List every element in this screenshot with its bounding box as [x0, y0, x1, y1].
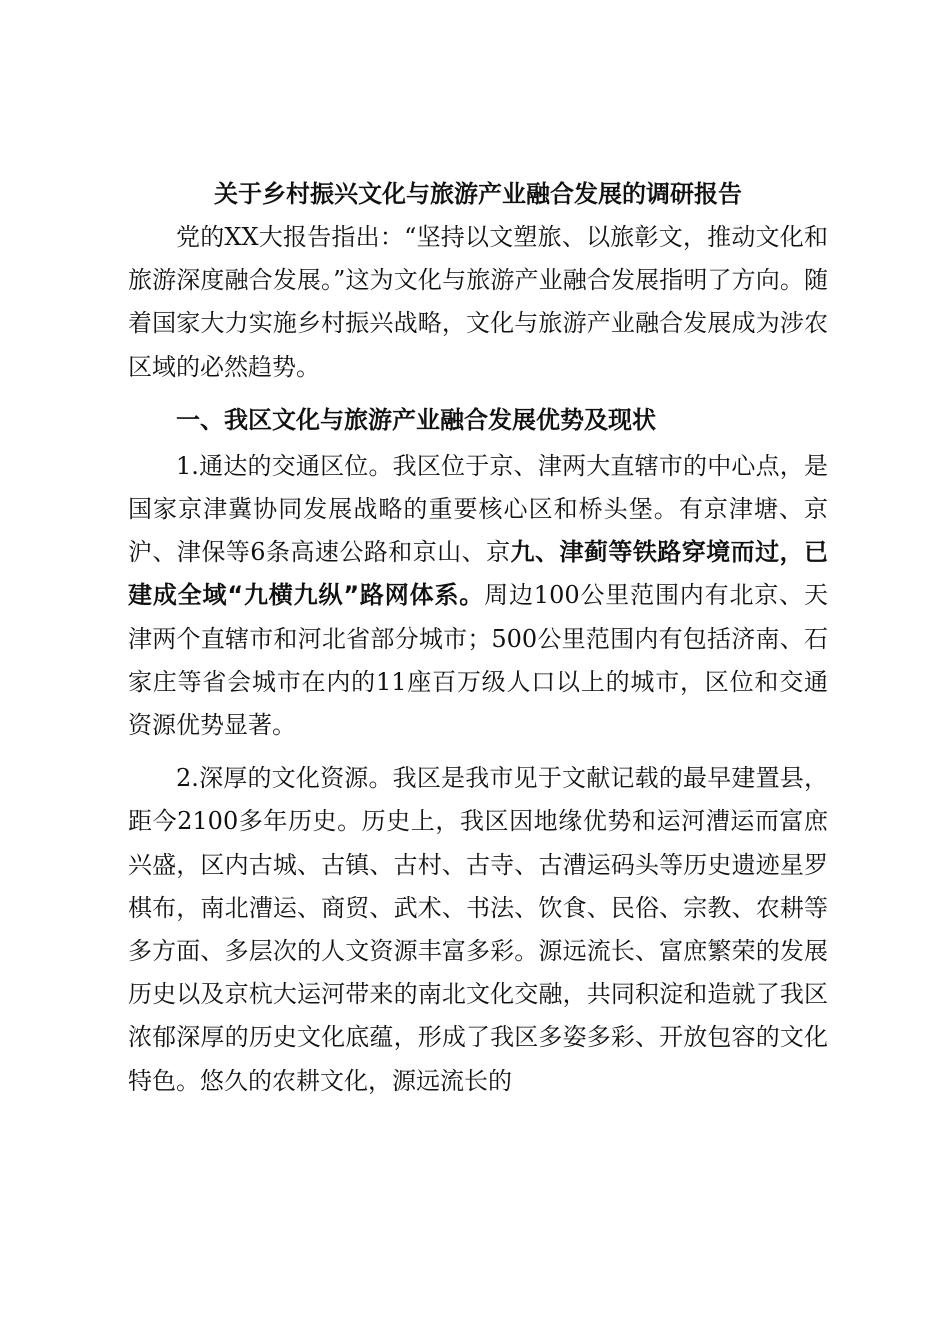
- point-2-paragraph: 2.深厚的文化资源。我区是我市见于文献记载的最早建置县，距今2100多年历史。历史上，我区因地缘优势和运河漕运而富庶兴盛，区内古城、古镇、古村、古寺、古漕运码头等历史遗迹星罗棋布，南北漕运、商贸、武术、书法、饮食、民俗、宗教、农耕等多方面、多层次的人文资源丰富多彩。源远流长、富庶繁荣的发展历史以及京杭大运河带来的南北文化交融，共同积淀和造就了我区浓郁深厚的历史文化底蕴，形成了我区多姿多彩、开放包容的文化特色。悠久的农耕文化，源远流长的: [128, 764, 828, 1095]
- point-1-text-start: 1.通达的交通区位。我区位于京、津两大直辖市的中心点，是国家京津冀协同发展战略的重要核心区和桥头堡。有京津塘、京沪、津保等6条高速公路和京山、京: [128, 451, 828, 567]
- point-1-text-end: 周边100公里范围内有北京、天津两个直辖市和河北省部分城市；500公里范围内有包括济南、石家庄等省会城市在内的11座百万级人口以上的城市，区位和交通资源优势显著。: [128, 581, 828, 740]
- point-1-bold-text: 九、津蓟等铁路穿境而过，已建成全域“九横九纵”路网体系。: [128, 538, 828, 610]
- section-heading: 一、我区文化与旅游产业融合发展优势及现状: [176, 405, 656, 434]
- point-1-paragraph: [128, 445, 828, 747]
- intro-paragraph: 党的XX大报告指出：“坚持以文塑旅、以旅彰文，推动文化和旅游深度融合发展。”这为文化与旅游产业融合发展指明了方向。随着国家大力实施乡村振兴战略，文化与旅游产业融合发展成为涉农区域的必然趋势。: [128, 223, 828, 381]
- document-title: 关于乡村振兴文化与旅游产业融合发展的调研报告: [214, 180, 742, 208]
- document-body: [128, 172, 828, 1103]
